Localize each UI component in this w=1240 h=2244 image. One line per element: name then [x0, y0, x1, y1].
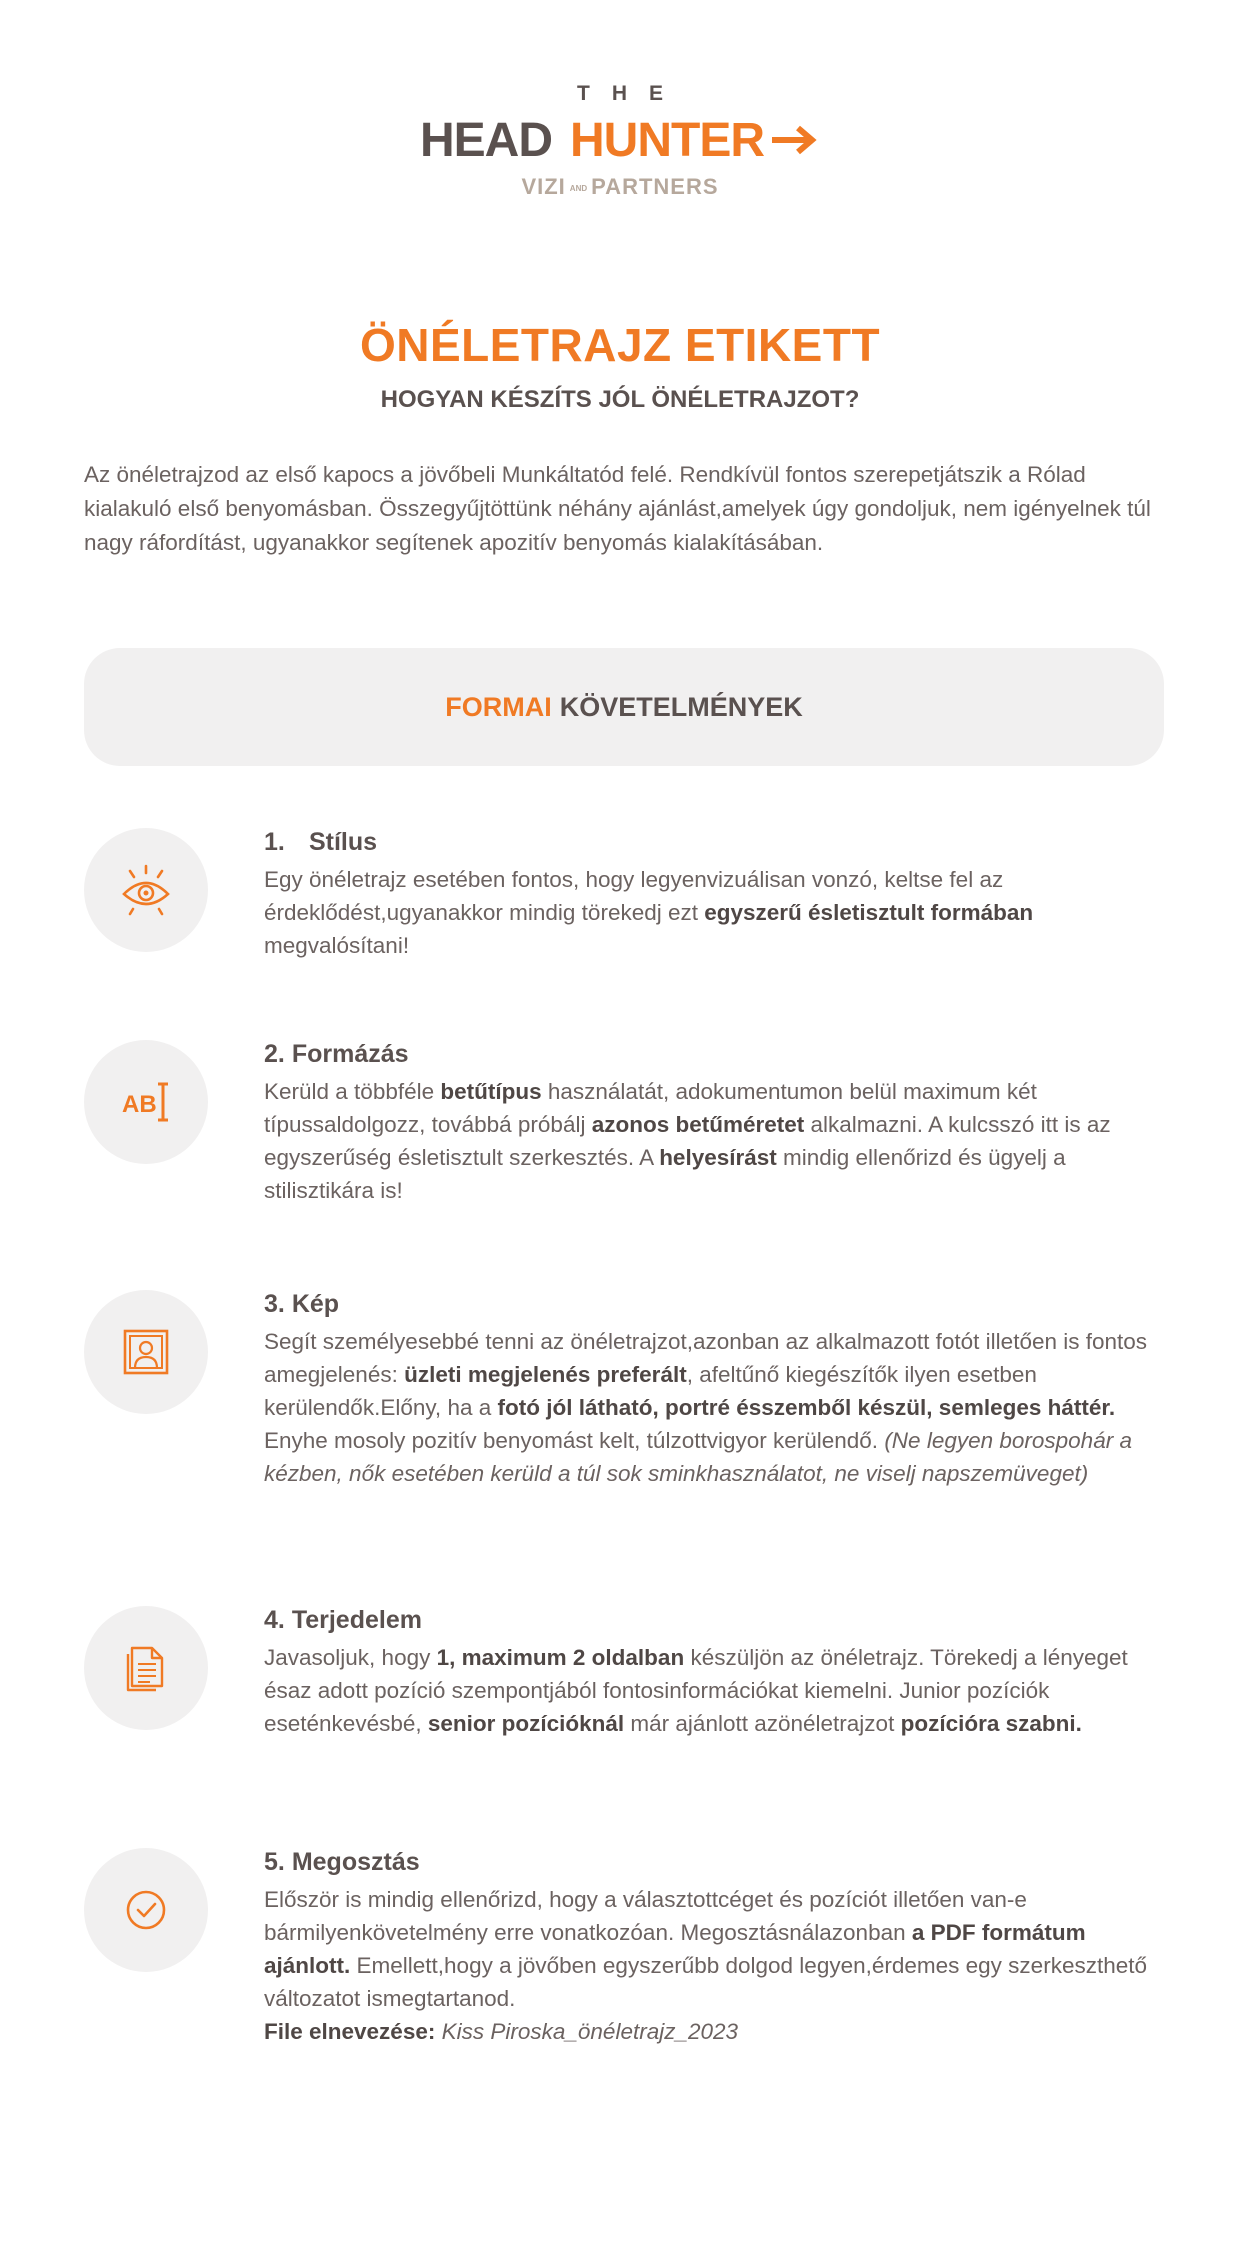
item-bold-text: betűtípus — [440, 1079, 542, 1104]
item-body — [264, 863, 1164, 962]
item-text: készüljön az önéletrajz. Törekedj a lényeget ésaz adott pozíció szempontjából fontosinformációkat kiemelni. Junior pozíciók eseténkevésbé, — [264, 1645, 1128, 1736]
item-body — [264, 1641, 1164, 1740]
item-icon-circle — [84, 1606, 208, 1730]
logo-head: HEAD — [420, 114, 553, 164]
item-heading: Megosztás — [291, 1848, 420, 1876]
logo-subtitle — [0, 174, 1240, 200]
item-text: Javasoljuk, hogy — [264, 1645, 437, 1670]
item-number: 1. — [264, 828, 285, 856]
item-icon-circle — [84, 828, 208, 952]
section-header-rest: KÖVETELMÉNYEK — [559, 691, 803, 722]
item-text: használatát, adokumentumon belül maximum két típussaldolgozz, továbbá próbálj — [264, 1079, 1037, 1137]
item-bold-text: egyszerű ésletisztult formában — [704, 900, 1034, 925]
section-header — [84, 648, 1164, 766]
item-bold-text: 1, maximum 2 oldalban — [436, 1645, 685, 1670]
item-heading: Formázás — [291, 1040, 409, 1068]
logo-hunter: HUNTER — [570, 114, 764, 164]
page-title: ÖNÉLETRAJZ ETIKETT — [359, 319, 881, 371]
item-icon-circle — [84, 1290, 208, 1414]
item-text: , afeltűnő kiegészítők ilyen esetben kerülendők.Előny, ha a — [264, 1362, 1037, 1420]
document-icon — [118, 1640, 174, 1696]
item-title — [264, 1848, 1164, 1877]
ab-text-icon — [118, 1074, 174, 1130]
file-name-example: Kiss Piroska_önéletrajz_2023 — [441, 2019, 739, 2044]
eye-icon — [118, 862, 174, 918]
item-text: Először is mindig ellenőrizd, hogy a választottcéget és pozíciót illetően van-e bármilyenkövetelmény erre vonatkozóan. Megosztásnálazonban — [264, 1887, 1027, 1945]
page-subtitle: HOGYAN KÉSZÍTS JÓL ÖNÉLETRAJZOT? — [380, 386, 860, 413]
item-text: mindig ellenőrizd és ügyelj a stilisztikára is! — [264, 1145, 1066, 1203]
item-icon-circle — [84, 1040, 208, 1164]
item-bold-text: pozícióra szabni. — [900, 1711, 1082, 1736]
item-text: Enyhe mosoly pozitív benyomást kelt, túlzottvigyor kerülendő. — [264, 1428, 885, 1453]
logo-the: THE — [577, 82, 685, 105]
item-text: Emellett,hogy a jövőben egyszerűbb dolgod legyen,érdemes egy szerkeszthető változatot ismegtartanod. — [264, 1953, 1147, 2011]
item-bold-text: fotó jól látható, portré ésszemből készül, semleges háttér. — [497, 1395, 1116, 1420]
item-title — [264, 1606, 1164, 1635]
item-heading: Kép — [291, 1290, 340, 1318]
item-text: Kerüld a többféle — [264, 1079, 441, 1104]
item-content — [264, 1848, 1164, 2048]
item-text: Segít személyesebbé tenni az önéletrajzot,azonban az alkalmazott fotót illetően is fontos amegjelenés: — [264, 1329, 1148, 1387]
item-content — [264, 828, 1164, 962]
item-title — [264, 1040, 1164, 1069]
logo-vizi: VIZI — [521, 174, 566, 199]
item-number: 4. — [264, 1606, 285, 1634]
item-bold-text: helyesírást — [659, 1145, 777, 1170]
item-content — [264, 1606, 1164, 1740]
item-title — [264, 828, 1164, 857]
item-text: már ajánlott azönéletrajzot — [624, 1711, 901, 1736]
item-bold-text: File elnevezése: — [264, 2019, 436, 2044]
item-bold-text: senior pozícióknál — [427, 1711, 625, 1736]
check-circle-icon — [118, 1882, 174, 1938]
item-icon-circle — [84, 1848, 208, 1972]
item-text: Egy önéletrajz esetében fontos, hogy legyenvizuálisan vonzó, keltse fel az érdeklődést,ugyanakkor mindig törekedj ezt — [264, 867, 1004, 925]
item-text: megvalósítani! — [264, 933, 410, 958]
item-number: 5. — [264, 1848, 285, 1876]
item-bold-text: üzleti megjelenés preferált — [404, 1362, 687, 1387]
svg-text:AB: AB — [122, 1091, 157, 1118]
intro-paragraph: Az önéletrajzod az első kapocs a jövőbeli Munkáltatód felé. Rendkívül fontos szerepetjátszik a Rólad kialakuló első benyomásban. Összegyűjtöttünk néhány ajánlást,amelyek úgy gondoljuk, nem igényelnek túl nagy ráfordítást, ugyanakkor segítenek apozitív benyomás kialakításában. — [84, 462, 1151, 555]
item-heading: Terjedelem — [291, 1606, 422, 1634]
item-title — [264, 1290, 1164, 1319]
item-body — [264, 1075, 1164, 1207]
logo-wordmark — [0, 112, 1240, 166]
item-number: 3. — [264, 1290, 285, 1318]
logo-wordmark-graphic — [420, 114, 820, 164]
logo-and: AND — [569, 183, 588, 193]
item-content — [264, 1290, 1164, 1490]
item-number: 2. — [264, 1040, 285, 1068]
section-header-accent: FORMAI — [445, 691, 552, 722]
item-heading: Stílus — [308, 828, 378, 856]
item-italic-text: (Ne legyen borospohár a kézben, nők esetében kerüld a túl sok sminkhasználatot, ne viselj napszemüveget) — [264, 1428, 1132, 1486]
logo-partners: PARTNERS — [591, 174, 719, 199]
item-body — [264, 1325, 1164, 1490]
item-bold-text: a PDF formátum ajánlott. — [264, 1920, 1086, 1978]
portrait-icon — [118, 1324, 174, 1380]
item-body — [264, 1883, 1164, 2048]
item-text: alkalmazni. A kulcsszó itt is az egyszerűség ésletisztult szerkesztés. A — [264, 1112, 1111, 1170]
logo — [0, 82, 1240, 200]
item-content — [264, 1040, 1164, 1207]
item-bold-text: azonos betűméretet — [591, 1112, 805, 1137]
